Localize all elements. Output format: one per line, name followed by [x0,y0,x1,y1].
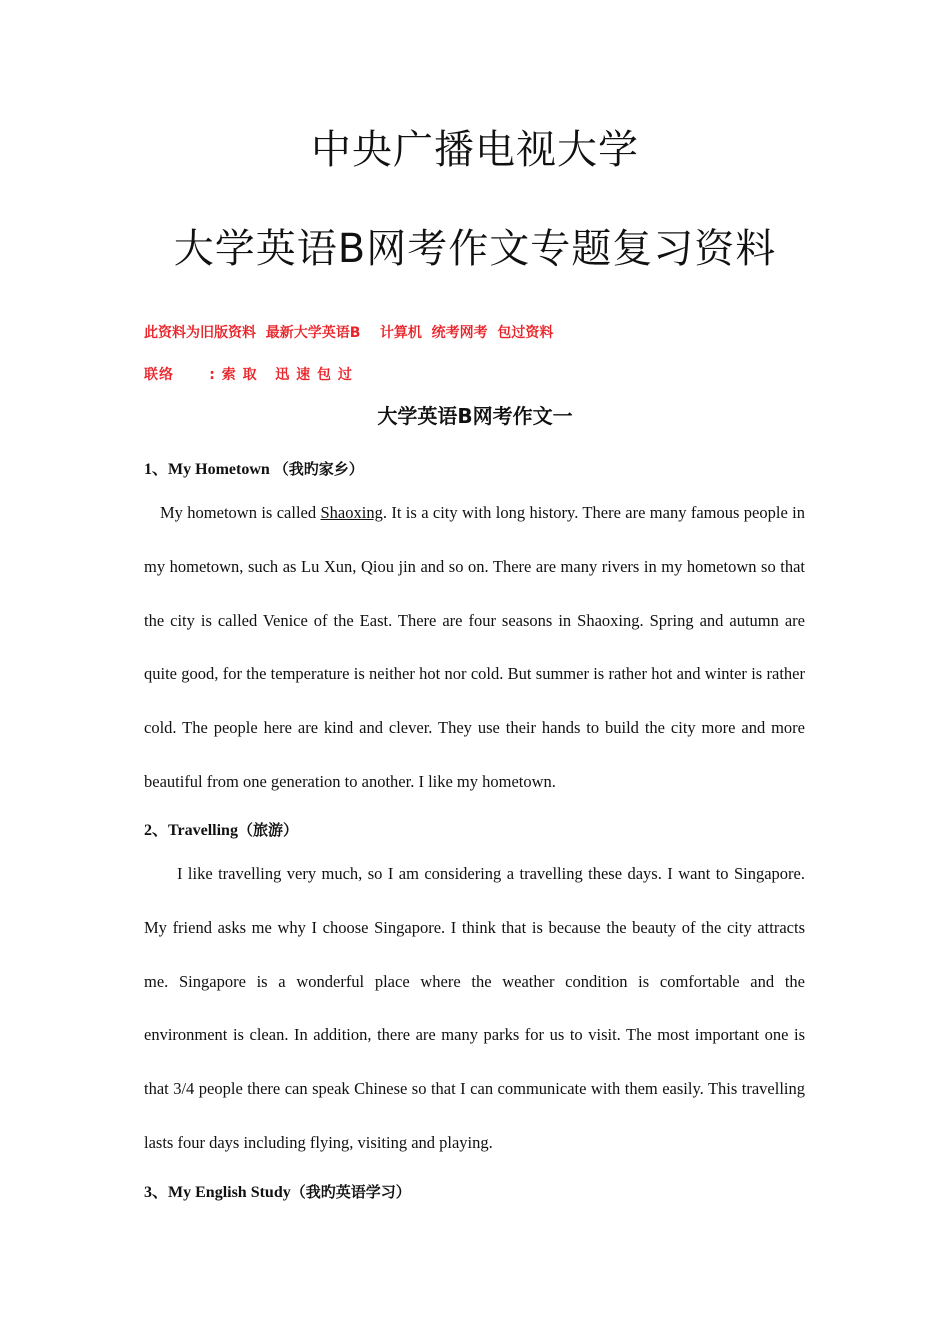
essay-text: My hometown is called [160,503,321,522]
essay-number: 3、 [144,1184,169,1201]
promo-notice: 此资料为旧版资料 最新大学英语B 计算机 统考网考 包过资料 [144,325,554,341]
essay-body-1 [144,486,805,809]
essay-number: 1、 [144,461,169,478]
essay-title: My English Study [168,1184,291,1201]
essay-title-cn: （我旳家乡） [273,460,364,478]
essay-title: Travelling [168,822,238,839]
essay-heading-2 [144,817,298,840]
essay-heading-1 [144,456,364,479]
essay-title: My Hometown [168,461,274,478]
essay-heading-3 [144,1179,411,1202]
section-title: 大学英语B网考作文一 [377,404,573,428]
material-title: 大学英语B网考作文专题复习资料 [173,226,777,272]
essay-number: 2、 [144,822,169,839]
essay-body-2: I like travelling very much, so I am considering a travelling these days. I want to Singapore. My friend asks me why I choose Singapore. I think that is because the beauty of the city attracts me. Singapore is a wonderful place where the weather condition is comfortable and the environment is clean. In addition, there are many parks for us to visit. The most important one is that 3/4 people there can speak Chinese so that I can communicate with them easily. This travelling lasts four days including flying, visiting and playing. [144,864,805,1152]
essay-title-cn: （我旳英语学习） [290,1183,411,1201]
essay-title-cn: （旅游） [237,821,298,839]
contact-notice: 联络 : 索 取 迅 速 包 过 [144,367,353,383]
essay-text: . It is a city with long history. There are many famous people in my hometown, such as Lu Xun, Qiou jin and so on. There are many rivers in my hometown so that the city is called Venice of the East. There are four seasons in Shaoxing. Spring and autumn are quite good, for the temperature is neither hot nor cold. But summer is rather hot and winter is rather cold. The people here are kind and clever. They use their hands to build the city more and more beautiful from one generation to another. I like my hometown. [144,503,805,791]
underlined-place-name: Shaoxing [320,503,383,522]
university-title: 中央广播电视大学 [311,127,639,173]
